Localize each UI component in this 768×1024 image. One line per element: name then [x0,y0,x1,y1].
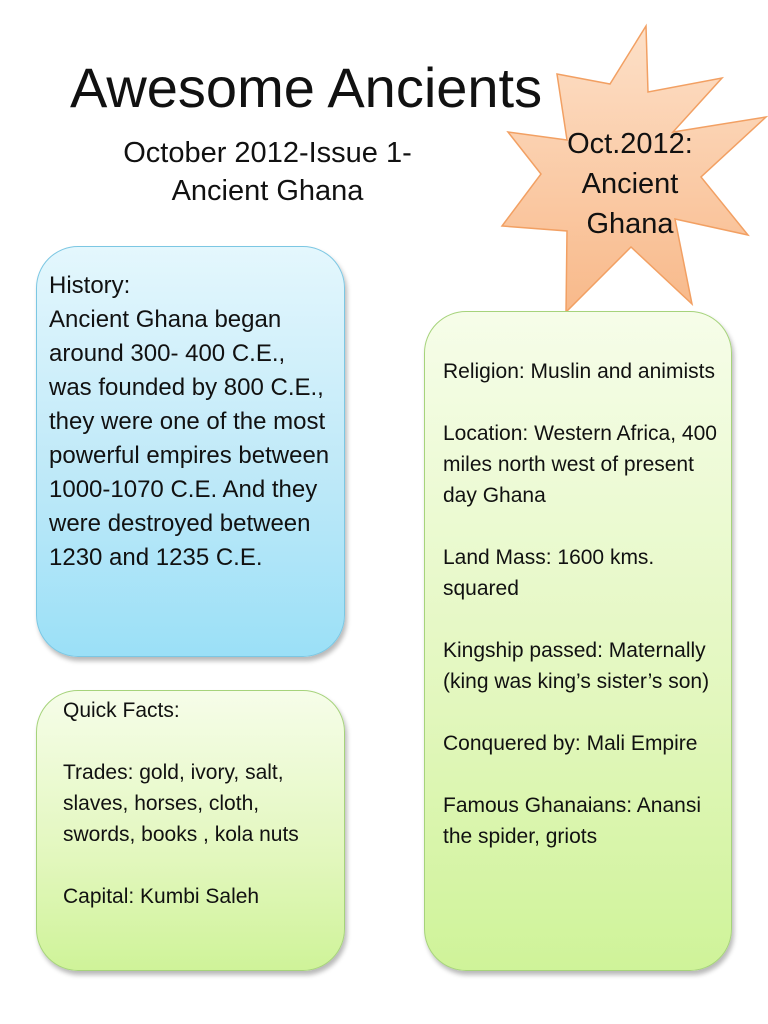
quick-facts-box [36,690,345,971]
badge-text: Oct.2012: Ancient Ghana [567,128,693,240]
details-text: Religion: Muslin and animists Location: Western Africa, 400 miles north west of present day Ghana Land Mass: 1600 kms. squared Kingship passed: Maternally (king was king’s sister’s son) Conquered by: Mali Empire Famous Ghanaians: Anansi the spider, griots [443,360,717,848]
details-box [424,311,732,971]
history-box [36,246,345,657]
page-title: Awesome Ancients [70,56,543,119]
quick-facts-text: Quick Facts: Trades: gold, ivory, salt, slaves, horses, cloth, swords, books , kola nuts Capital: Kumbi Saleh [63,699,299,908]
issue-subtitle: October 2012-Issue 1- Ancient Ghana [123,137,412,207]
history-text: History: Ancient Ghana began around 300- 400 C.E., was founded by 800 C.E., they were one of the most powerful empires between 1000-1070 C.E. And they were destroyed between 1230 and 1235 C.E. [49,272,330,571]
